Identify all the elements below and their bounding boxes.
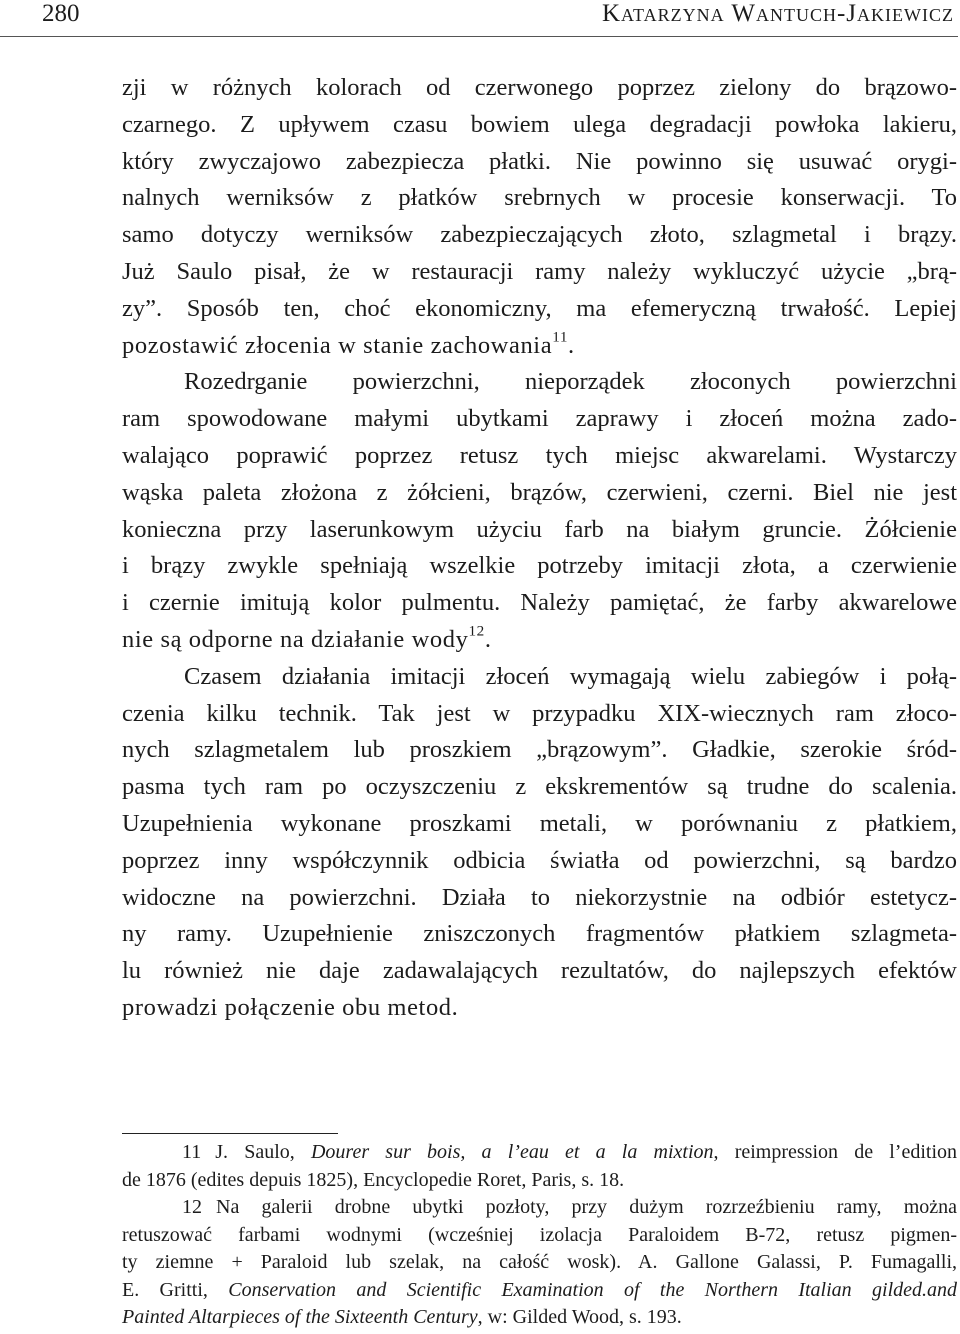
body-line: czenia kilku technik. Tak jest w przypadku XIX-wiecznych ram złoco- bbox=[122, 699, 957, 727]
body-line: wąska paleta złożona z żółcieni, brązów, czerwieni, czerni. Biel nie jest bbox=[122, 478, 957, 506]
footnote-title: Painted Altarpieces of the Sixteenth Century bbox=[122, 1306, 478, 1328]
body-line: prowadzi połączenie obu metod. bbox=[122, 993, 459, 1021]
body-line: ram spowodowane małymi ubytkami zaprawy i złoceń można zado- bbox=[122, 405, 957, 433]
footnote-ref-11[interactable]: 11 bbox=[552, 328, 569, 346]
footnotes bbox=[122, 1139, 957, 1332]
footnote-text: , reimpression de l’edition bbox=[713, 1141, 958, 1163]
body-line: konieczna przy laserunkowym użyciu farb na białym gruncie. Żółcienie bbox=[122, 515, 957, 543]
body-line: lu również nie daje zadawalających rezultatów, do najlepszych efektów bbox=[122, 957, 957, 985]
footnote-separator bbox=[122, 1133, 338, 1134]
footnote-number: 11 bbox=[182, 1141, 202, 1163]
body-line: Uzupełnienia wykonane proszkami metali, w porównaniu z płatkiem, bbox=[122, 809, 957, 837]
running-head-author: Katarzyna Wantuch-Jakiewicz bbox=[601, 0, 954, 27]
footnote-number: 12 bbox=[182, 1196, 202, 1218]
footnote-text: , w: Gilded Wood, s. 193. bbox=[477, 1306, 682, 1328]
footnote-text: Na galerii drobne ubytki pozłoty, przy dużym rozrzeźbieniu ramy, można bbox=[216, 1196, 957, 1218]
body-line: Rozedrganie powierzchni, nieporządek złoconych powierzchni bbox=[184, 368, 957, 396]
footnote-11-line bbox=[122, 1139, 957, 1167]
body-line: czarnego. Z upływem czasu bowiem ulega degradacji powłoka lakieru, bbox=[122, 110, 957, 138]
footnote-title: Dourer sur bois, a l’eau et a la mixtion bbox=[310, 1141, 714, 1163]
footnote-12-line bbox=[122, 1194, 957, 1222]
body-line: nych szlagmetalem lub proszkiem „brązowym”. Gładkie, szerokie śród- bbox=[122, 736, 957, 764]
footnote-12-line: ty ziemne + Paraloid lub szelak, na całość wosk). A. Gallone Galassi, P. Fumagalli, bbox=[122, 1251, 957, 1273]
body-line: który zwyczajowo zabezpiecza płatki. Nie powinno się usuwać orygi- bbox=[122, 147, 957, 175]
footnote-12-line bbox=[122, 1277, 957, 1305]
body-line-text: pozostawić złocenia w stanie zachowania bbox=[122, 331, 553, 359]
footnote-12-line: retuszować farbami wodnymi (wcześniej izolacja Paraloidem B-72, retusz pigmen- bbox=[122, 1223, 957, 1246]
body-line: zy”. Sposób ten, choć ekonomiczny, ma efemeryczną trwałość. Lepiej bbox=[122, 294, 957, 322]
footnote-12-line bbox=[122, 1304, 957, 1332]
body-line: nalnych werniksów z płatków srebrnych w procesie konserwacji. To bbox=[122, 184, 957, 212]
body-line: ny ramy. Uzupełnienie zniszczonych fragmentów płatkiem szlagmeta- bbox=[122, 920, 957, 948]
footnote-text: J. Saulo, bbox=[215, 1141, 311, 1163]
body-line: i czernie imitują kolor pulmentu. Należy pamiętać, że farby akwarelowe bbox=[122, 589, 957, 617]
footnote-text: E. Gritti, bbox=[122, 1278, 229, 1301]
body-line: widoczne na powierzchni. Działa to niekorzystnie na odbiór estetycz- bbox=[122, 883, 957, 911]
page-number: 280 bbox=[42, 0, 80, 27]
body-line: pasma tych ram po oczyszczeniu z ekskrementów są trudne do scalenia. bbox=[122, 773, 957, 801]
body-text bbox=[122, 70, 957, 1027]
body-line: walająco poprawić poprzez retusz tych miejsc akwarelami. Wystarczy bbox=[122, 441, 957, 469]
body-line: samo dotyczy werniksów zabezpieczających złoto, szlagmetal i brązy. bbox=[122, 221, 957, 249]
body-line: zji w różnych kolorach od czerwonego poprzez zielony do brązowo- bbox=[122, 74, 957, 101]
footnote-title: Conservation and Scientific Examination of the Northern Italian gilded.and bbox=[228, 1278, 958, 1301]
body-line-with-footnote-ref: nie są odporne na działanie wody$^{12}$. bbox=[122, 622, 492, 653]
footnote-11-line: de 1876 (edites depuis 1825), Encyclopedie Roret, Paris, s. 18. bbox=[122, 1168, 625, 1191]
body-line: poprzez inny współczynnik odbicia światła od powierzchni, są bardzo bbox=[122, 846, 957, 874]
body-line: Już Saulo pisał, że w restauracji ramy należy wykluczyć użycie „brą- bbox=[122, 257, 957, 285]
body-line: i brązy zwykle spełniają wszelkie potrzeby imitacji złota, a czerwienie bbox=[122, 552, 957, 580]
page-header bbox=[0, 0, 958, 37]
body-line-with-footnote-ref: pozostawić złocenia w stanie zachowania$^{11}$. bbox=[122, 328, 575, 359]
body-line: Czasem działania imitacji złoceń wymagają wielu zabiegów i połą- bbox=[184, 662, 957, 690]
body-line-text: nie są odporne na działanie wody bbox=[122, 625, 469, 653]
footnote-ref-12[interactable]: 12 bbox=[468, 622, 485, 640]
